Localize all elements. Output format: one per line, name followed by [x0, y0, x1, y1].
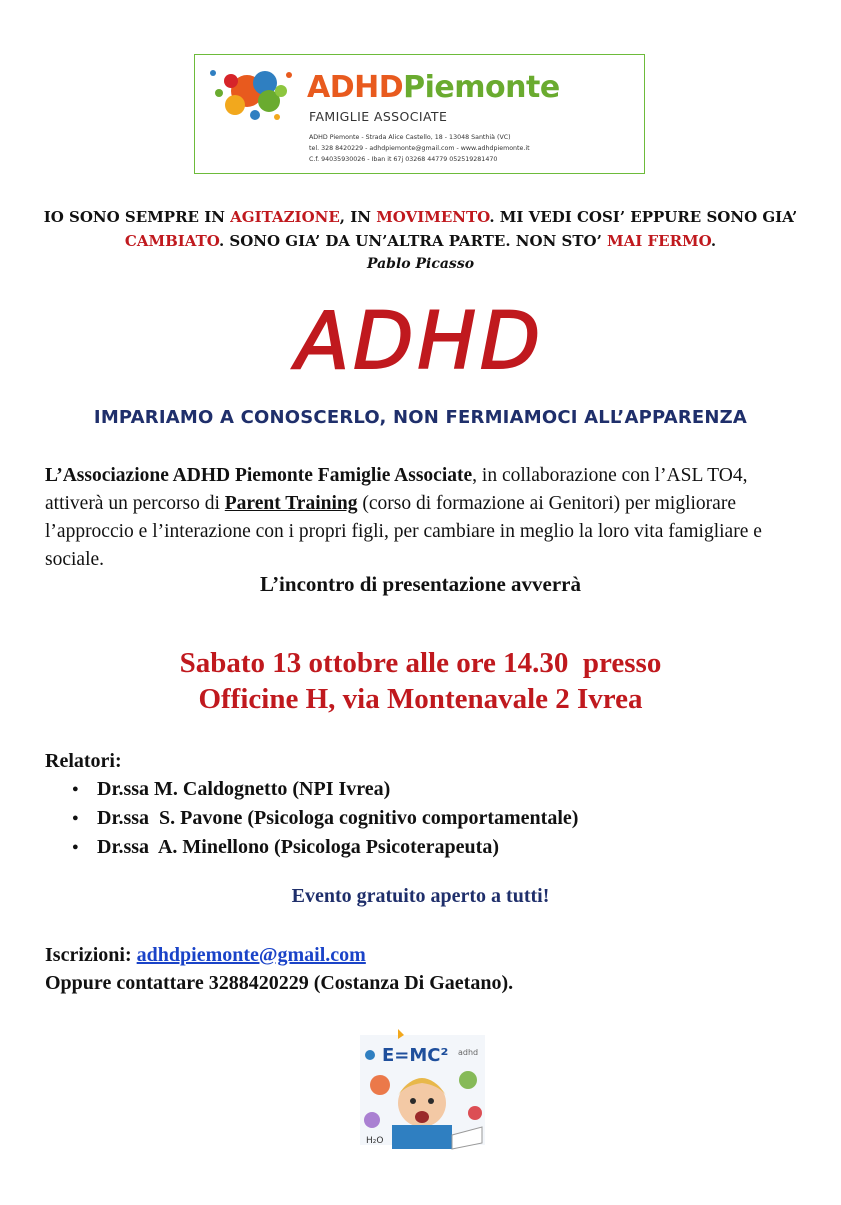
svg-text:H₂O: H₂O [366, 1136, 384, 1146]
logo-phone-email: tel. 328 8420229 - adhdpiemonte@gmail.com - www.adhdpiemonte.it [309, 145, 530, 152]
phone-line: Oppure contattare 3288420229 (Costanza Di Gaetano). [45, 972, 514, 994]
quote-highlight-agitazione: AGITAZIONE [230, 208, 340, 226]
logo-brand-adhd: ADHD [307, 70, 404, 105]
event-location: Officine H, via Montenavale 2 Ivrea [198, 683, 643, 715]
quote-highlight-mai-fermo: MAI FERMO [607, 232, 711, 250]
quote-text-5: . [710, 232, 717, 250]
email-link[interactable]: adhdpiemonte@gmail.com [136, 944, 366, 966]
presentation-line: L’incontro di presentazione avverrà [259, 572, 581, 596]
quote-text-2: , IN [339, 208, 377, 226]
logo-subtitle: FAMIGLIE ASSOCIATE [309, 109, 448, 124]
adhd-headline [270, 298, 570, 382]
intro-paragraph [45, 462, 805, 574]
registration-line [45, 941, 513, 969]
svg-text:adhd: adhd [458, 1048, 479, 1057]
logo-contact-lines [309, 132, 530, 165]
parent-training-label: Parent Training [224, 493, 358, 514]
quote-text-3: . MI VEDI COSI’ EPPURE SONO GIA’ [489, 208, 798, 226]
logo-fiscal: C.f. 94035930026 - Iban it 67j 03268 44779 052519281470 [309, 156, 498, 163]
intro-association-name: L’Associazione ADHD Piemonte Famiglie Associate [45, 465, 473, 486]
logo-brand-piemonte: Piemonte [403, 70, 560, 105]
speaker-item: ● Dr.ssa S. Pavone (Psicologa cognitivo comportamentale) [72, 804, 578, 833]
intro-text-1: , in collaborazione con l’ASL TO4, attiverà un percorso di [45, 465, 748, 514]
quote-highlight-cambiato: CAMBIATO [124, 232, 219, 250]
intro-text-2: (corso di formazione ai Genitori) per migliorare l’approccio e l’interazione con i propri figli, per cambiare in meglio la loro vita famigliare e sociale. [45, 493, 762, 570]
quote-text-1: IO SONO SEMPRE IN [43, 208, 231, 226]
formula-text: E=MC² [382, 1045, 449, 1066]
quote-author: Pablo Picasso [366, 256, 475, 272]
paint-splash-logo-icon [207, 61, 297, 125]
logo-box [194, 54, 645, 174]
free-event-note: Evento gratuito aperto a tutti! [291, 885, 550, 907]
event-date-time: Sabato 13 ottobre alle ore 14.30 presso [179, 647, 662, 679]
contact-info [45, 941, 513, 997]
speakers-heading: Relatori: [45, 750, 122, 772]
quote-text-4: . SONO GIA’ DA UN’ALTRA PARTE. NON STO’ [218, 232, 608, 250]
speaker-item: ● Dr.ssa M. Caldognetto (NPI Ivrea) [72, 775, 578, 804]
speaker-item: ● Dr.ssa A. Minellono (Psicologa Psicoterapeuta) [72, 833, 578, 862]
tagline: IMPARIAMO A CONOSCERLO, NON FERMIAMOCI ALL’APPARENZA [93, 407, 748, 428]
adhd-headline-text: ADHD [295, 298, 545, 382]
child-doodle-illustration [340, 1025, 505, 1153]
event-details [0, 645, 841, 717]
logo-brand [307, 70, 560, 105]
registration-label: Iscrizioni: [45, 944, 137, 966]
quote-highlight-movimento: MOVIMENTO [376, 208, 490, 226]
picasso-quote [40, 205, 801, 253]
speakers-list [72, 775, 578, 862]
logo-address: ADHD Piemonte - Strada Alice Castello, 18 - 13048 Santhià (VC) [309, 134, 511, 141]
